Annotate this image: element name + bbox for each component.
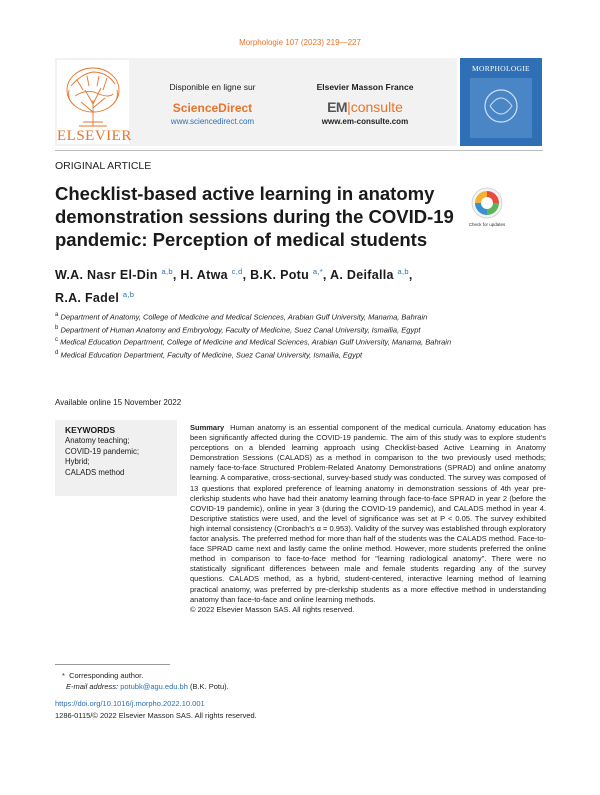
emconsulte-label: Elsevier Masson France (316, 82, 414, 92)
author[interactable]: A. Deifalla $^{a,b}$, (330, 267, 413, 283)
author[interactable]: B.K. Potu $^{a,*}$, (250, 267, 331, 283)
keyword-item: CALADS method (65, 467, 125, 477)
section-label: ORIGINAL ARTICLE (55, 160, 152, 172)
author[interactable]: R.A. Fadel $^{a,b}$ (55, 290, 135, 306)
check-for-updates-label: Check for updates (468, 222, 506, 227)
abstract (190, 423, 546, 615)
em-logo-consulte: consulte (350, 99, 403, 115)
em-logo-bar: | (347, 99, 351, 115)
keywords-list (65, 436, 139, 478)
emconsulte-logo[interactable] (300, 99, 430, 115)
footnote-divider (55, 664, 170, 665)
emconsulte-url[interactable]: www.em-consulte.com (321, 117, 409, 126)
corresponding-footnote (62, 670, 229, 692)
article-title: Checklist-based active learning in anatomy demonstration sessions during the COVID-19 pandemic: Perception of medical students (55, 183, 454, 250)
doi-link[interactable]: https://doi.org/10.1016/j.morpho.2022.10.001 (55, 699, 205, 708)
sciencedirect-block (150, 82, 275, 126)
footnote-mark: * (62, 671, 65, 680)
author-list (55, 262, 525, 308)
keywords-heading: KEYWORDS (65, 425, 116, 435)
affiliation: $^c$ Medical Education Department, College of Medicine and Medical Sciences, Arabian Gulf University, Manama, Bahrain (55, 337, 452, 347)
corresponding-label: Corresponding author. (69, 671, 144, 680)
cover-art-icon (470, 78, 532, 138)
sciencedirect-label: Disponible en ligne sur (169, 82, 256, 92)
sciencedirect-name[interactable]: ScienceDirect (172, 101, 253, 115)
affiliation: $^d$ Medical Education Department, Faculty of Medicine, Suez Canal University, Ismailia, Egypt (55, 350, 363, 360)
affiliations (55, 310, 475, 361)
summary-label: Summary (190, 423, 225, 432)
cover-title: MORPHOLOGIE (472, 64, 530, 73)
author[interactable]: W.A. Nasr El-Din $^{a,b}$, (55, 267, 181, 283)
issn-copyright: 1286-0115/© 2022 Elsevier Masson SAS. All rights reserved. (55, 711, 257, 720)
email-label: E-mail address: (66, 682, 119, 691)
journal-reference[interactable]: Morphologie 107 (2023) 219—227 (239, 38, 361, 47)
sciencedirect-url[interactable]: www.sciencedirect.com (170, 117, 255, 126)
email-suffix: (B.K. Potu). (189, 682, 229, 691)
summary-text: Human anatomy is an essential component of the medical curricula. Anatomy education has been significantly affected during the COVID-19 pandemic. The aim of this study was to explore student's perceptions on a blended learning approach using Checklist-based Active Learning in Anatomy Demonstration Sessions (CALADS) as a method in comparison to the two previously used methods; namely face-to-face Structured Problem-Related Anatomy Demonstrations (SPRAD) and online anatomy learning. A comparative, cross-sectional, survey-based study was conducted. The survey was composed of 13 questions that explored preference of learning anatomy in demonstration sessions of 4th year pre-clerkship students who have had their anatomy learning through face-to-face SPRAD in year 2 (before the COVID-19 pandemic), online in year 3 (during the COVID-19 pandemic), and CALADS method in year 4. Descriptive statistics were used, and the level of significance was set at P < 0.05. The survey exhibited high internal consistency (Cronbach's α = 0.953). Validity of the survey was established through exploratory factor analysis. The preferred method for more than half of the students was the CALADS method. Face-to-face SPRAD came next and lastly came the online method. However, more students preferred the online method in comparison to face-to-face method for ''learning radiological anatomy''. There were no statistically significant differences between male and female students regarding any of the survey questions. CALADS method, as a hybrid, student-centered, interactive learning method of learning practical anatomy, was preferred by pre-clerkship students as a more effective method in understanding anatomy than face-to-face and online learning methods. (190, 423, 546, 604)
affiliation: $^b$ Department of Human Anatomy and Embryology, Faculty of Medicine, Suez Canal University, Ismailia, Egypt (55, 324, 421, 335)
summary-copyright: © 2022 Elsevier Masson SAS. All rights reserved. (190, 604, 355, 614)
header-divider (55, 150, 543, 151)
email-link[interactable]: potubk@agu.edu.bh (120, 682, 188, 691)
em-logo-em: EM (327, 99, 348, 115)
affiliation: $^a$ Department of Anatomy, College of Medicine and Medical Sciences, Arabian Gulf University, Manama, Bahrain (55, 312, 428, 322)
available-online: Available online 15 November 2022 (55, 398, 182, 407)
elsevier-wordmark: ELSEVIER (57, 128, 132, 144)
journal-cover[interactable] (460, 58, 542, 146)
check-for-updates-icon[interactable] (470, 186, 504, 220)
keyword-item: COVID-19 pandemic; (65, 446, 140, 456)
keyword-item: Hybrid; (65, 457, 90, 466)
keyword-item: Anatomy teaching; (65, 436, 130, 445)
emconsulte-block (300, 82, 430, 126)
keywords-box (55, 420, 177, 496)
author[interactable]: H. Atwa $^{c,d}$, (180, 267, 251, 283)
